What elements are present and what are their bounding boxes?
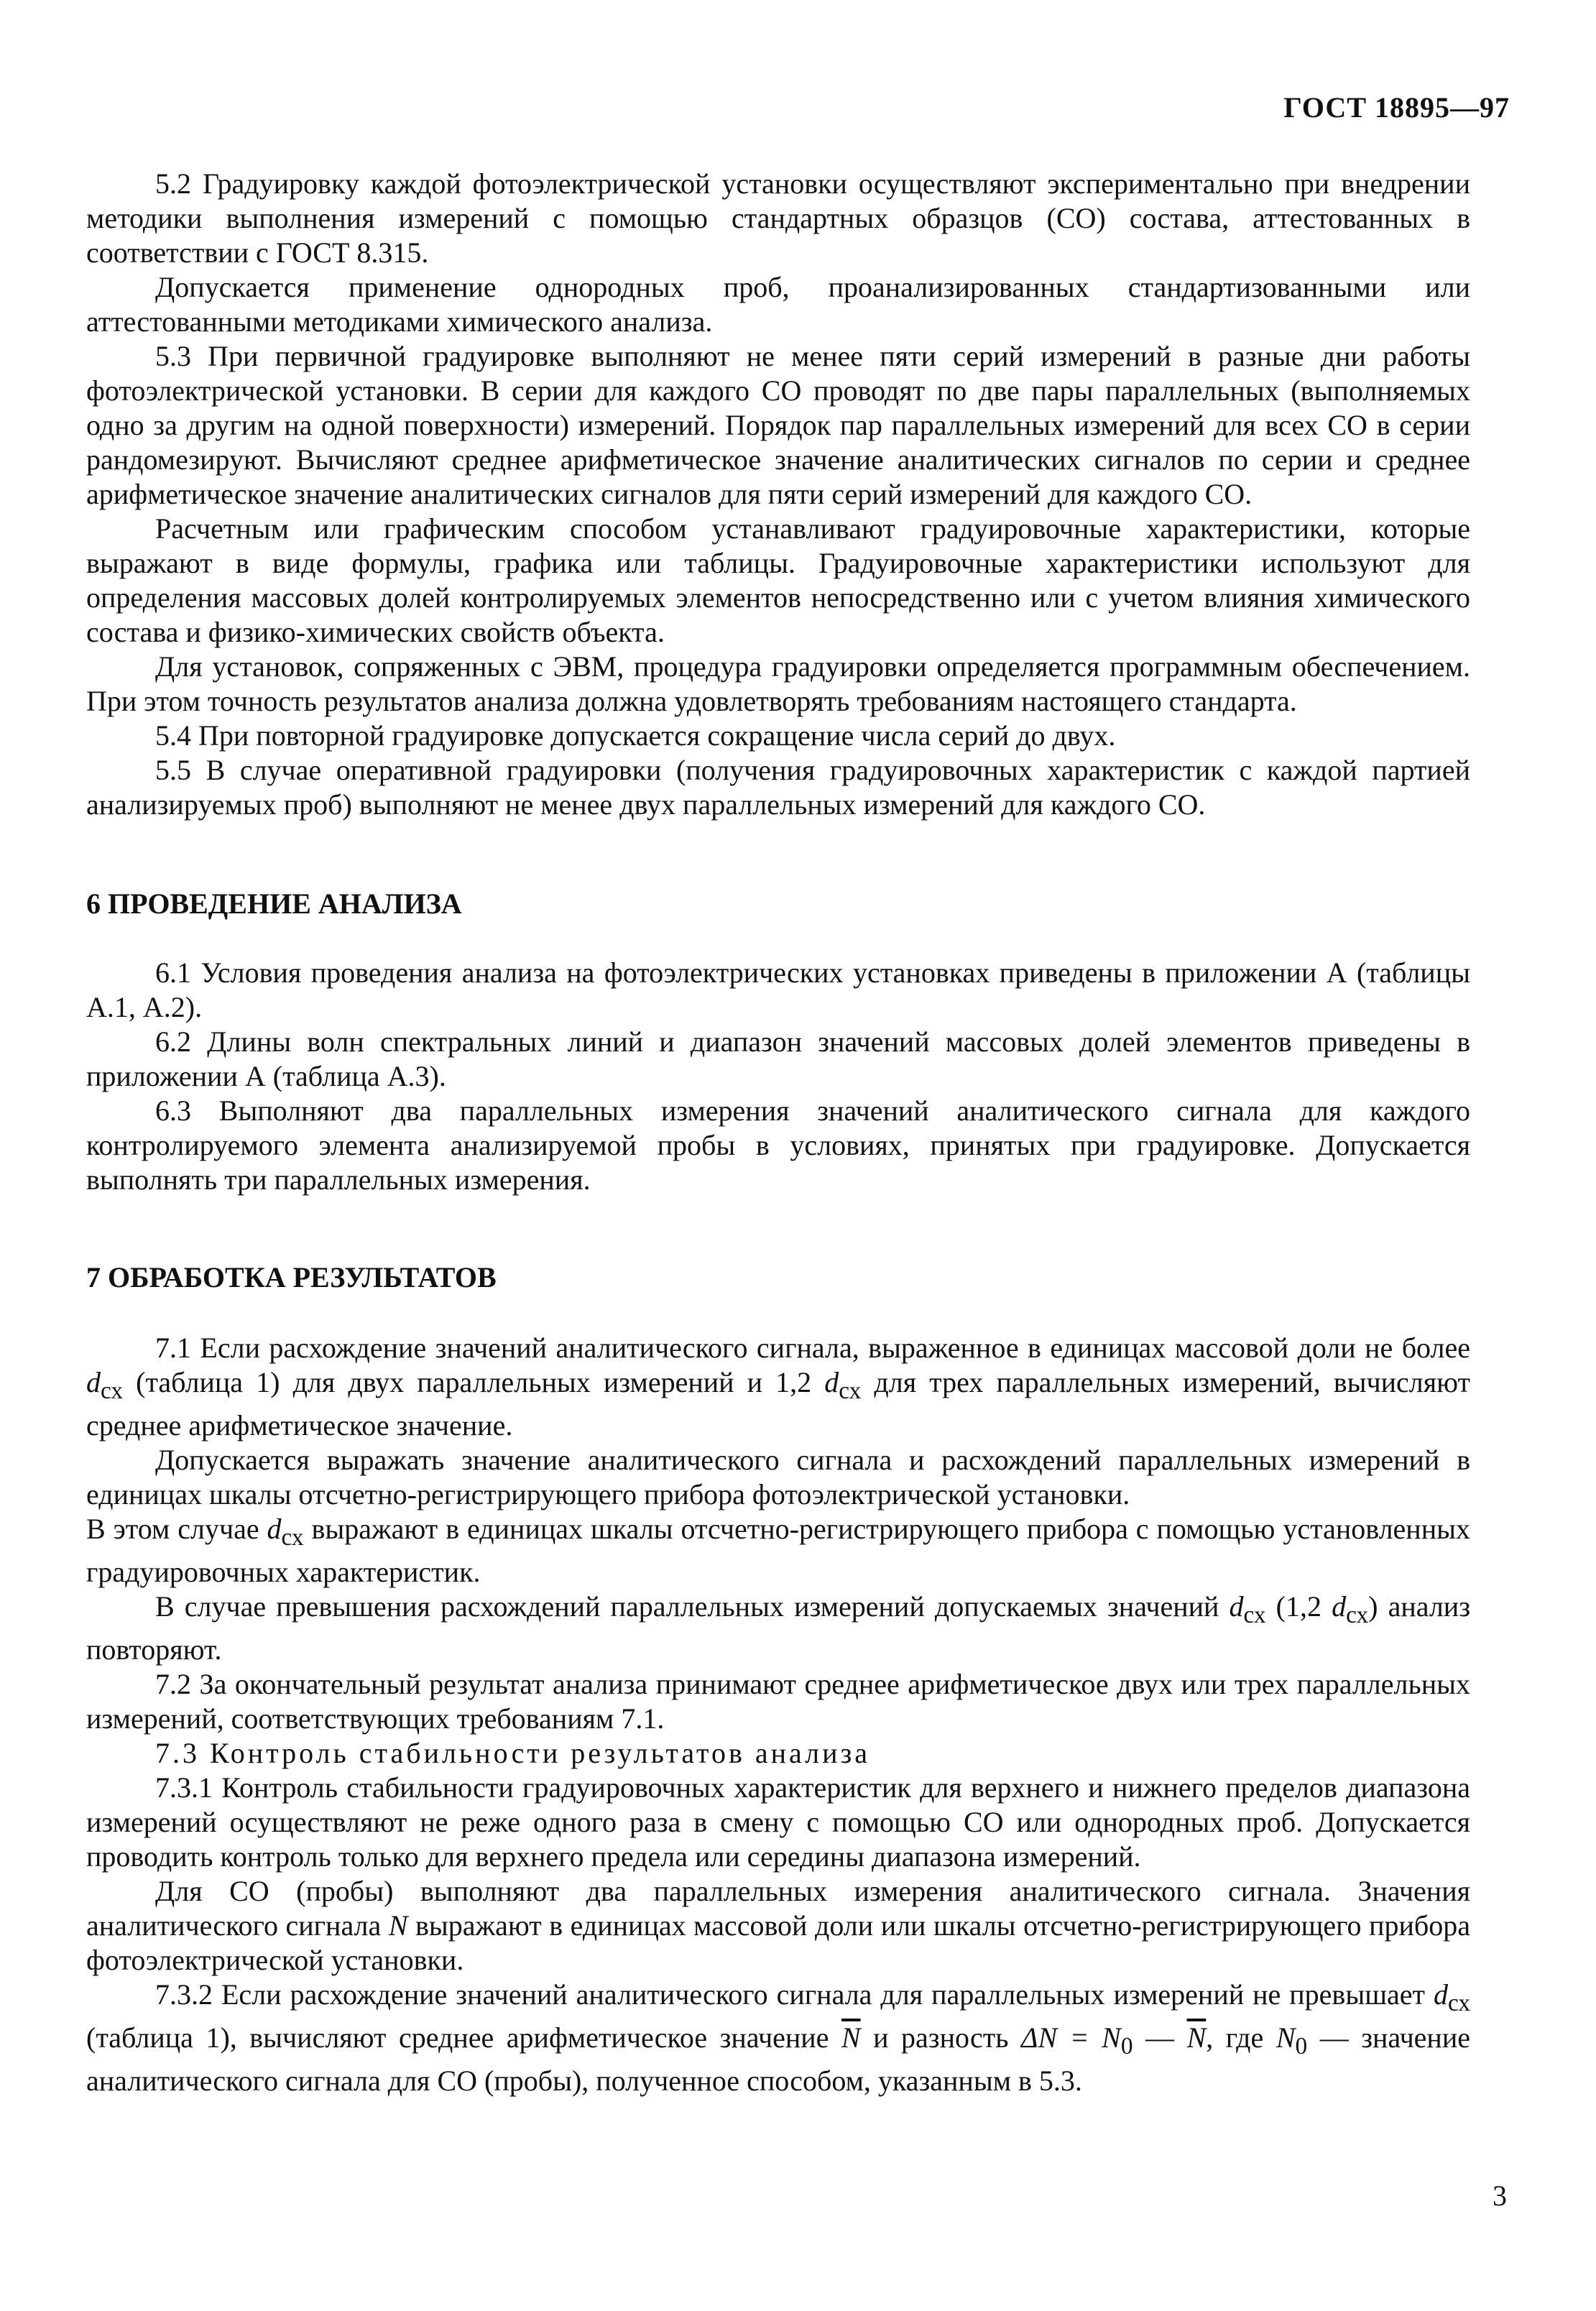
paragraph-7-2: 7.2 За окончательный результат анализа принимают среднее арифметическое двух или трех параллельных измерений, соответствующих требованиям 7.1. [86, 1668, 1470, 1735]
section-6-title: 6 ПРОВЕДЕНИЕ АНАЛИЗА [86, 887, 462, 920]
paragraph-7-3-title: 7.3 Контроль стабильности результатов анализа [155, 1737, 871, 1769]
paragraph-5-4: 5.4 При повторной градуировке допускается сокращение числа серий до двух. [155, 719, 1116, 752]
paragraph-5-2: 5.2 Градуировку каждой фотоэлектрической установки осуществляют экспериментально при внедрении методики выполнения измерений с помощью стандартных образцов (СО) состава, аттестованных в соответствии с ГОСТ 8.315. [86, 167, 1470, 269]
paragraph-7-3-2: 7.3.2 Если расхождение значений аналитического сигнала для параллельных измерений не превышает $d_{сх}$ (таблица 1), вычисляют среднее арифметическое значение $\overline{N}$ и разность $\Delta N = N_0$ — $\overline{N}$, где $N_0$ — значение аналитического сигнала для СО (пробы), полученное способом, указанным в 5.3. [86, 1978, 1470, 2097]
paragraph-5-3: 5.3 При первичной градуировке выполняют не менее пяти серий измерений в разные дни работы фотоэлектрической установки. В серии для каждого СО проводят по две пары параллельных (выполняемых одно за другим на одной поверхности) измерений. Порядок пар параллельных измерений для всех СО в серии рандомезируют. Вычисляют среднее арифметическое значение аналитических сигналов по серии и среднее арифметическое значение аналитических сигналов для пяти серий измерений для каждого СО. [86, 340, 1470, 510]
paragraph-5-5: 5.5 В случае оперативной градуировки (получения градуировочных характеристик с каждой партией анализируемых проб) выполняют не менее двух параллельных измерений для каждого СО. [86, 754, 1470, 821]
paragraph-7-3-1: 7.3.1 Контроль стабильности градуировочных характеристик для верхнего и нижнего пределов диапазона измерений осуществляют не реже одного раза в смену с помощью СО или однородных проб. Допускается проводить контроль только для верхнего предела или середины диапазона измерений. [86, 1771, 1470, 1873]
paragraph-5-2-note: Допускается применение однородных проб, проанализированных стандартизованными или аттестованными методиками химического анализа. [86, 271, 1470, 338]
paragraph-6-1: 6.1 Условия проведения анализа на фотоэлектрических установках приведены в приложении А (таблицы А.1, А.2). [86, 956, 1470, 1023]
paragraph-7-3-1-signal: Для СО (пробы) выполняют два параллельных измерения аналитического сигнала. Значения аналитического сигнала N выражают в единицах массовой доли или шкалы отсчетно-регистрирующего прибора фотоэлектрической установки. [86, 1875, 1470, 1976]
document-body [86, 167, 1470, 2098]
paragraph-5-3-computer: Для установок, сопряженных с ЭВМ, процедура градуировки определяется программным обеспечением. При этом точность результатов анализа должна удовлетворять требованиям настоящего стандарта. [86, 650, 1470, 717]
symbol-d-cx: d [86, 1366, 101, 1398]
paragraph-6-2: 6.2 Длины волн спектральных линий и диапазон значений массовых долей элементов приведены в приложении А (таблица А.3). [86, 1025, 1470, 1092]
document-header: ГОСТ 18895—97 [1283, 91, 1510, 124]
section-7-title: 7 ОБРАБОТКА РЕЗУЛЬТАТОВ [86, 1261, 497, 1293]
paragraph-7-1-dcx: В этом случае $d_{сх}$ выражают в единицах шкалы отсчетно-регистрирующего прибора с помощью установленных градуировочных характеристик. [86, 1513, 1470, 1588]
paragraph-7-1: 7.1 Если расхождение значений аналитического сигнала, выраженное в единицах массовой доли не более $d_{сх}$ (таблица 1) для двух параллельных измерений и 1,2 $d_{сх}$ для трех параллельных измерений, вычисляют среднее арифметическое значение. [86, 1332, 1471, 1442]
paragraph-7-1-scale: Допускается выражать значение аналитического сигнала и расхождений параллельных измерений в единицах шкалы отсчетно-регистрирующего прибора фотоэлектрической установки. [86, 1444, 1470, 1510]
paragraph-6-3: 6.3 Выполняют два параллельных измерения значений аналитического сигнала для каждого контролируемого элемента анализируемой пробы в условиях, принятых при градуировке. Допускается выполнять три параллельных измерения. [86, 1094, 1470, 1196]
page-number: 3 [1493, 2179, 1507, 2212]
paragraph-5-3-characteristics: Расчетным или графическим способом устанавливают градуировочные характеристики, которые выражают в виде формулы, графика или таблицы. Градуировочные характеристики используют для определения массовых долей контролируемых элементов непосредственно или с учетом влияния химического состава и физико-химических свойств объекта. [86, 512, 1470, 648]
paragraph-7-1-repeat: В случае превышения расхождений параллельных измерений допускаемых значений $d_{сх}$ (1,2 $d_{сх}$) анализ повторяют. [86, 1590, 1470, 1666]
